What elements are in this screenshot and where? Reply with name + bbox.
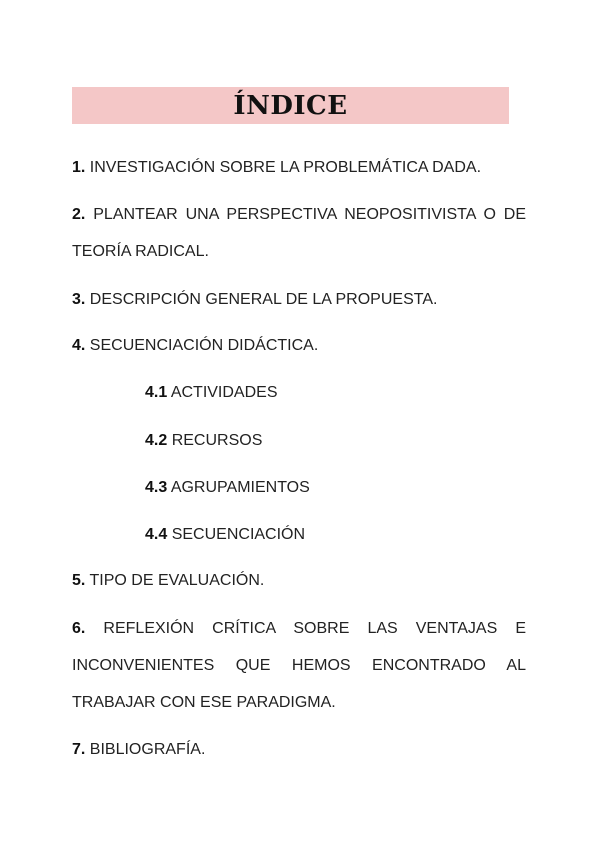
toc-item-text: PLANTEAR UNA PERSPECTIVA NEOPOSITIVISTA O DE TEORÍA RADICAL. bbox=[72, 206, 527, 260]
toc-item-number: 6. bbox=[72, 620, 86, 637]
toc-item-text: RECURSOS bbox=[171, 432, 263, 449]
toc-item-number: 2. bbox=[72, 206, 86, 223]
toc-item-text: SECUENCIACIÓN bbox=[171, 526, 306, 543]
toc-item-text: AGRUPAMIENTOS bbox=[170, 479, 310, 496]
toc-item-7 bbox=[72, 731, 526, 768]
toc-item-text: INVESTIGACIÓN SOBRE LA PROBLEMÁTICA DADA. bbox=[89, 159, 482, 176]
toc-item-text: BIBLIOGRAFÍA. bbox=[89, 741, 206, 758]
toc-item-number: 4.3 bbox=[145, 479, 168, 496]
toc-item-text: ACTIVIDADES bbox=[170, 384, 278, 401]
toc-item-number: 4.4 bbox=[145, 526, 168, 543]
toc-item-text: DESCRIPCIÓN GENERAL DE LA PROPUESTA. bbox=[89, 291, 438, 308]
toc-item-number: 4. bbox=[72, 337, 86, 354]
toc-item-text: TIPO DE EVALUACIÓN. bbox=[89, 572, 265, 589]
toc-item-text: REFLEXIÓN CRÍTICA SOBRE LAS VENTAJAS E INCONVENIENTES QUE HEMOS ENCONTRADO AL TRABAJAR CON ESE PARADIGMA. bbox=[72, 620, 526, 711]
toc-item-4-3 bbox=[145, 469, 525, 506]
toc-item-4-1 bbox=[145, 374, 525, 411]
toc-item-4-4 bbox=[145, 516, 525, 553]
toc-item-number: 1. bbox=[72, 159, 86, 176]
toc-item-3 bbox=[72, 281, 526, 318]
toc-item-4 bbox=[72, 327, 526, 364]
toc-item-4-2 bbox=[145, 422, 525, 459]
page-title: ÍNDICE bbox=[233, 90, 348, 121]
toc-item-number: 3. bbox=[72, 291, 86, 308]
toc-item-number: 4.1 bbox=[145, 384, 168, 401]
toc-item-2 bbox=[72, 196, 526, 270]
toc-item-text: SECUENCIACIÓN DIDÁCTICA. bbox=[89, 337, 319, 354]
title-banner bbox=[72, 87, 509, 124]
toc-item-number: 7. bbox=[72, 741, 86, 758]
toc-item-6 bbox=[72, 610, 526, 721]
toc-item-number: 5. bbox=[72, 572, 86, 589]
toc-item-5 bbox=[72, 562, 526, 599]
toc-item-number: 4.2 bbox=[145, 432, 168, 449]
toc-item-1 bbox=[72, 149, 526, 186]
